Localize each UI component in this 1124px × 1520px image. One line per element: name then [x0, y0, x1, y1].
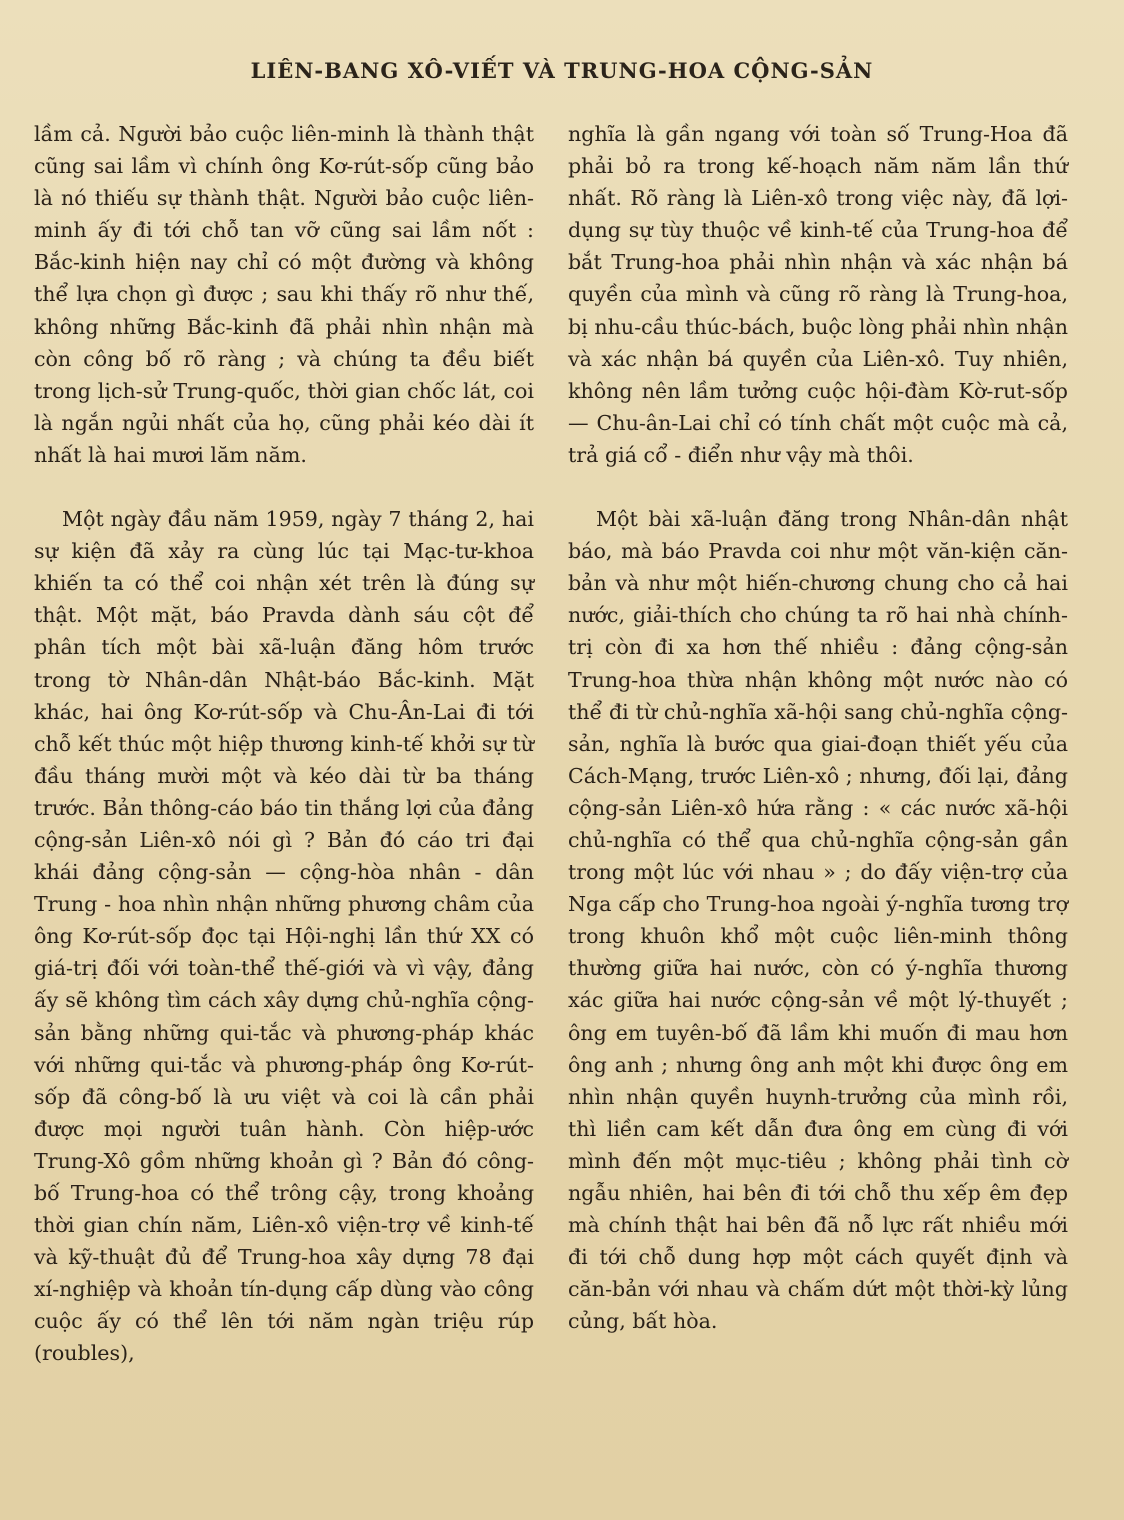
paragraph: Một bài xã-luận đăng trong Nhân-dân nhật báo, mà báo Pravda coi như một văn-kiện căn-bản và như một hiến-chương chung cho cả hai nước, giải-thích cho chúng ta rõ hai nhà chính-trị còn đi xa hơn thế nhiều : đảng cộng-sản Trung-hoa thừa nhận không một nước nào có thể đi từ chủ-nghĩa xã-hội sang chủ-nghĩa cộng-sản, nghĩa là bước qua giai-đoạn thiết yếu của Cách-Mạng, trước Liên-xô ; nhưng, đối lại, đảng cộng-sản Liên-xô hứa rằng : « các nước xã-hội chủ-nghĩa có thể qua chủ-nghĩa cộng-sản gần trong một lúc với nhau » ; do đấy viện-trợ của Nga cấp cho Trung-hoa ngoài ý-nghĩa tương trợ trong khuôn khổ một cuộc liên-minh thông thường giữa hai nước, còn có ý-nghĩa thương xác giữa hai nước cộng-sản về một lý-thuyết ; ông em tuyên-bố đã lầm khi muốn đi mau hơn ông anh ; nhưng ông anh một khi được ông em nhìn nhận quyền huynh-trưởng của mình rồi, thì liền cam kết dẫn đưa ông em cùng đi với mình đến một mục-tiêu ; không phải tình cờ ngẫu nhiên, hai bên đi tới chỗ thu xếp êm đẹp mà chính thật hai bên đã nỗ lực rất nhiều mới đi tới chỗ dung hợp một cách quyết định và căn-bản với nhau và chấm dứt một thời-kỳ lủng củng, bất hòa.: [568, 507, 1068, 1334]
right-column: [568, 118, 1068, 1337]
paragraph: nghĩa là gần ngang với toàn số Trung-Hoa đã phải bỏ ra trong kế-hoạch năm năm lần thứ nhất. Rõ ràng là Liên-xô trong việc này, đã lợi-dụng sự tùy thuộc về kinh-tế của Trung-hoa để bắt Trung-hoa phải nhìn nhận và xác nhận bá quyền của mình và cũng rõ ràng là Trung-hoa, bị nhu-cầu thúc-bách, buộc lòng phải nhìn nhận và xác nhận bá quyền của Liên-xô. Tuy nhiên, không nên lầm tưởng cuộc hội-đàm Kờ-rut-sốp — Chu-ân-Lai chỉ có tính chất một cuộc mà cả, trả giá cổ - điển như vậy mà thôi.: [568, 122, 1068, 467]
running-title: LIÊN-BANG XÔ-VIẾT VÀ TRUNG-HOA CỘNG-SẢN: [250, 58, 874, 83]
paragraph: lầm cả. Người bảo cuộc liên-minh là thành thật cũng sai lầm vì chính ông Kơ-rút-sốp cũng bảo là nó thiếu sự thành thật. Người bảo cuộc liên-minh ấy đi tới chỗ tan vỡ cũng sai lầm nốt : Bắc-kinh hiện nay chỉ có một đường và không thể lựa chọn gì được ; sau khi thấy rõ như thế, không những Bắc-kinh đã phải nhìn nhận mà còn công bố rõ ràng ; và chúng ta đều biết trong lịch-sử Trung-quốc, thời gian chốc lát, coi là ngắn ngủi nhất của họ, cũng phải kéo dài ít nhất là hai mươi lăm năm.: [34, 122, 534, 467]
left-column: [34, 118, 534, 1370]
paragraph: Một ngày đầu năm 1959, ngày 7 tháng 2, hai sự kiện đã xảy ra cùng lúc tại Mạc-tư-khoa khiến ta có thể coi nhận xét trên là đúng sự thật. Một mặt, báo Pravda dành sáu cột để phân tích một bài xã-luận đăng hôm trước trong tờ Nhân-dân Nhật-báo Bắc-kinh. Mặt khác, hai ông Kơ-rút-sốp và Chu-Ân-Lai đi tới chỗ kết thúc một hiệp thương kinh-tế khởi sự từ đầu tháng mười một và kéo dài từ ba tháng trước. Bản thông-cáo báo tin thắng lợi của đảng cộng-sản Liên-xô nói gì ? Bản đó cáo tri đại khái đảng cộng-sản — cộng-hòa nhân - dân Trung - hoa nhìn nhận những phương châm của ông Kơ-rút-sốp đọc tại Hội-nghị lần thứ XX có giá-trị đối với toàn-thể thế-giới và vì vậy, đảng ấy sẽ không tìm cách xây dựng chủ-nghĩa cộng-sản bằng những qui-tắc và phương-pháp khác với những qui-tắc và phương-pháp ông Kơ-rút-sốp đã công-bố là ưu việt và coi là cần phải được mọi người tuân hành. Còn hiệp-ước Trung-Xô gồm những khoản gì ? Bản đó công-bố Trung-hoa có thể trông cậy, trong khoảng thời gian chín năm, Liên-xô viện-trợ về kinh-tế và kỹ-thuật đủ để Trung-hoa xây dựng 78 đại xí-nghiệp và khoản tín-dụng cấp dùng vào công cuộc ấy có thể lên tới năm ngàn triệu rúp (roubles),: [34, 507, 534, 1366]
